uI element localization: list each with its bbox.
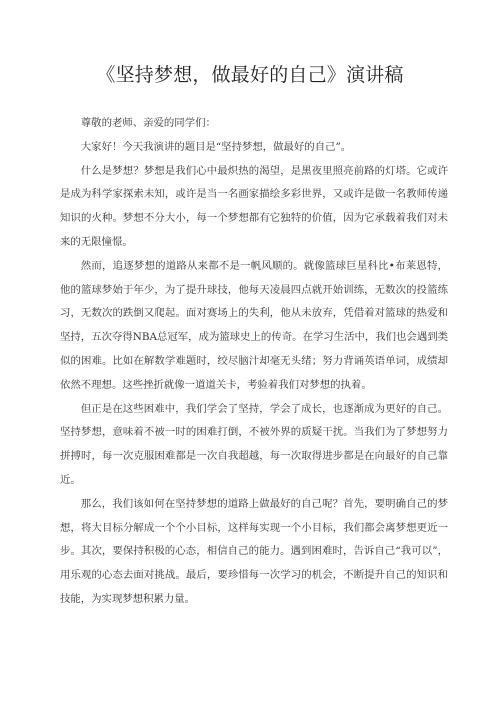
- paragraph-salutation: 尊敬的老师、亲爱的同学们：: [80, 117, 216, 129]
- paragraph-what-is-dream: 什么是梦想？梦想是我们心中最炽热的渴望，是黑夜里照亮前路的灯塔。它或许是成为科学家探索未知，或许是当一名画家描绘多彩世界，又或许是做一名教师传递知识的火种。梦想不分大小，每一个梦想都有它独特的价值，因为它承载着我们对未来的无限憧憬。: [60, 164, 448, 248]
- page-title: 《坚持梦想，做最好的自己》演讲稿: [96, 64, 404, 86]
- paragraph-how-to: 那么，我们该如何在坚持梦想的道路上做最好的自己呢？首先，要明确自己的梦想，将大目标分解成一个个小目标，这样每实现一个小目标，我们都会离梦想更近一步。其次，要保持积极的心态，相信自己的能力。遇到困难时，告诉自己“我可以”，用乐观的心态去面对挑战。最后，要珍惜每一次学习的机会，不断提升自己的知识和技能，为实现梦想积累力量。: [60, 497, 448, 605]
- paragraph-kobe-example: 然而，追逐梦想的道路从来都不是一帆风顺的。就像篮球巨星科比•布莱恩特，他的篮球梦始于年少，为了提升球技，他每天凌晨四点就开始训练，无数次的投篮练习，无数次的跌倒又爬起。面对赛场上的失利，他从未放弃，凭借着对篮球的热爱和坚持，五次夺得NBA总冠军，成为篮球史上的传奇。在学习生活中，我们也会遇到类似的困难。比如在解数学难题时，绞尽脑汁却毫无头绪；努力背诵英语单词，成绩却依然不理想。这些挫折就像一道道关卡，考验着我们对梦想的执着。: [60, 259, 448, 391]
- paragraph-greeting: 大家好！今天我演讲的题目是“坚持梦想，做最好的自己”。: [80, 140, 352, 153]
- document-body: [60, 112, 448, 612]
- paragraph-persistence: 但正是在这些困难中，我们学会了坚持，学会了成长，也逐渐成为更好的自己。坚持梦想，意味着不被一时的困难打倒，不被外界的质疑干扰。当我们为了梦想努力拼搏时，每一次克服困难都是一次自我超越，每一次取得进步都是在向最好的自己靠近。: [60, 402, 448, 486]
